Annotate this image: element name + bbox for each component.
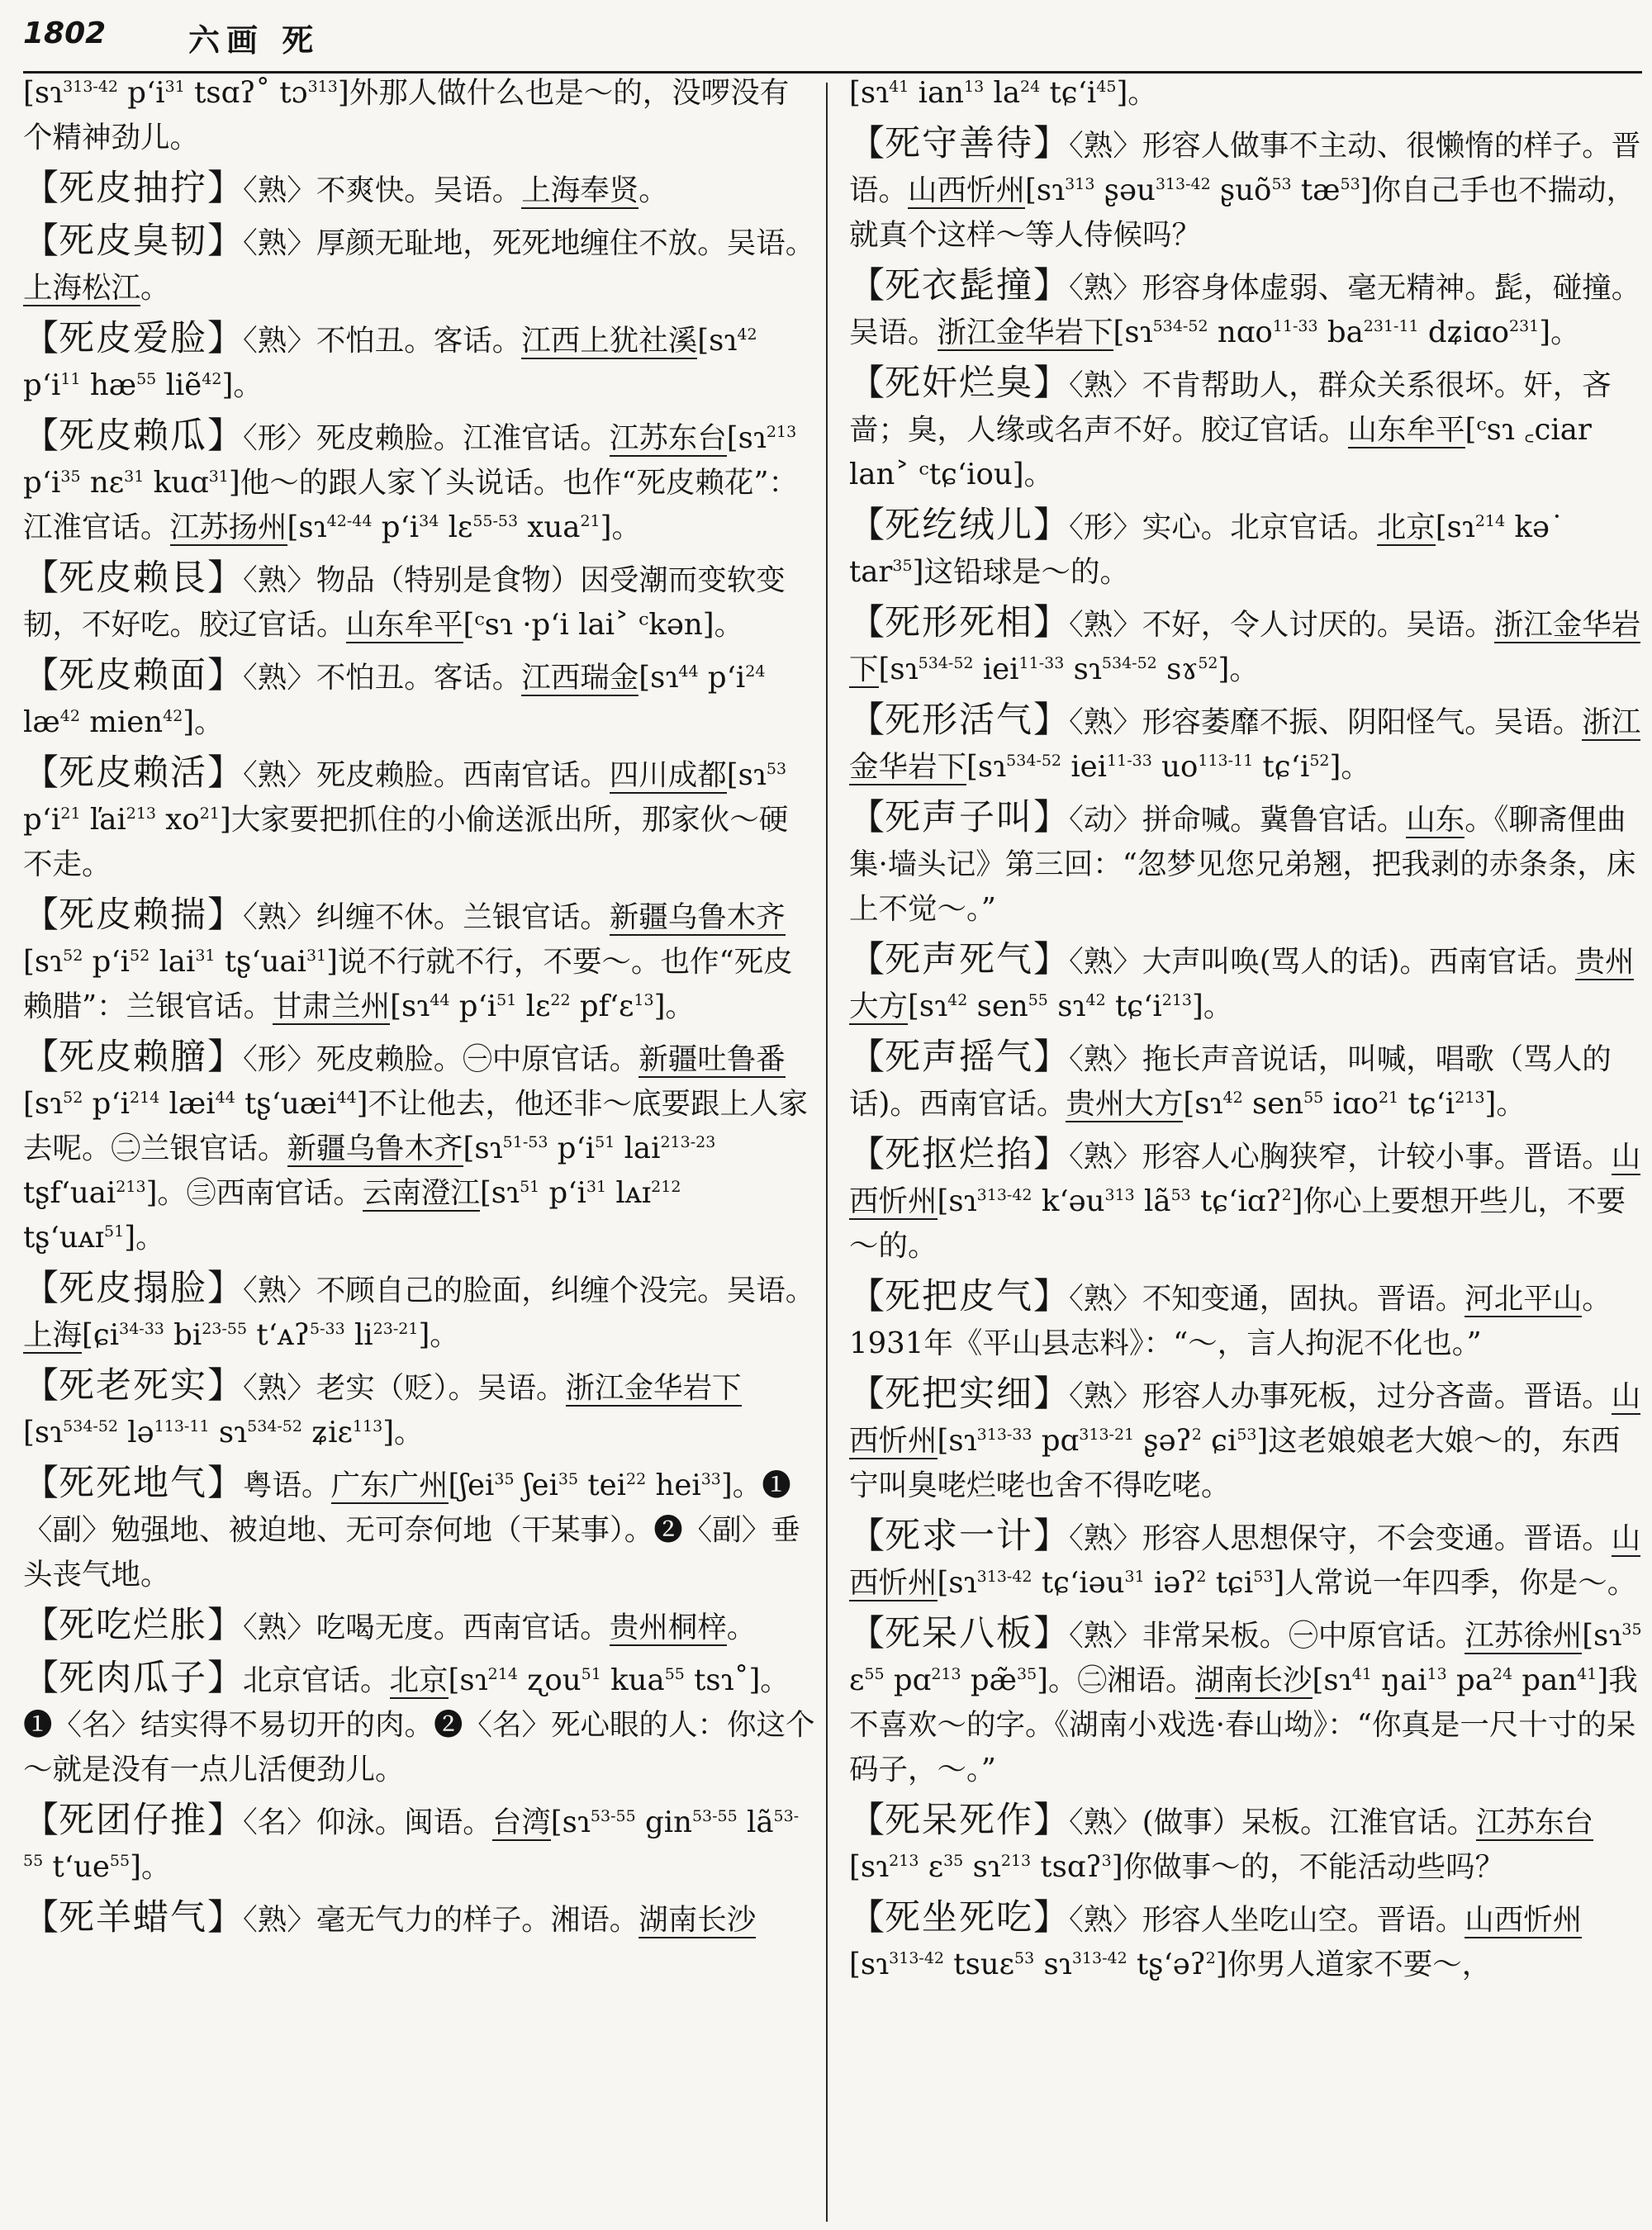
running-head [23,12,1642,74]
dictionary-entry: [sɿ$^{313-42}$ $p‘i^{31}$ tsɑʔ˚ tɔ$^{313}$]外那人做什么也是～的，没啰没有个精神劲儿。 [23,76,790,154]
page-number: 1802 [23,17,107,50]
dictionary-entry: 【死皮赖艮】〈熟〉物品（特别是食物）因受潮而变软变韧，不好吃。胶辽官话。山东牟平[ᶜsɿ ·p‘i lai˃ ᶜkən]。 [23,558,786,642]
right-column [849,71,1642,2218]
dictionary-entry: 【死吃烂胀】〈熟〉吃喝无度。西南官话。贵州桐梓。 [23,1605,757,1646]
dictionary-entry: 【死团仔推】〈名〉仰泳。闽语。台湾[sɿ$^{53-55}$ gin$^{53-55}$ $lã^{53-55}$ $t‘ue^{55}$]。 [23,1800,800,1884]
left-column [23,71,816,2218]
dictionary-entry: 【死坐死吃】〈熟〉形容人坐吃山空。晋语。山西忻州[sɿ$^{313-42}$ tsuɛ$^{53}$ sɿ$^{313-42}$ tʂ‘əʔ$^2$]你男人道家不要～， [849,1897,1583,1981]
dictionary-entry: 【死死地气】粤语。广东广州[ʃei$^{35}$ ʃei$^{35}$ tei$^{22}$ hei$^{33}$]。❶〈副〉勉强地、被迫地、无可奈何地（干某事）。❷〈副〉垂头丧气地。 [23,1463,800,1592]
dictionary-entry: 【死皮爱脸】〈熟〉不怕丑。客话。江西上犹社溪[sɿ$^{42}$ $p‘i^{11}$ $hæ^{55}$ liẽ$^{42}$]。 [23,318,757,402]
column-divider [826,83,828,2222]
dictionary-entry: 【死把皮气】〈熟〉不知变通，固执。晋语。河北平山。1931年《平山县志料》：“～，言人拘泥不化也。” [849,1276,1612,1360]
dictionary-entry: 【死肉瓜子】北京官话。北京[sɿ$^{214}$ ʐou$^{51}$ kua$^{55}$ tsɿ˚]。❶〈名〉结实得不易切开的肉。❷〈名〉死心眼的人：你这个～就是没有一点儿活便劲儿。 [23,1658,815,1786]
dictionary-entry: 【死声摇气】〈熟〉拖长声音说话，叫喊，唱歌（骂人的话)。西南官话。贵州大方[sɿ$^{42}$ sen$^{55}$ iɑo$^{21}$ $tɕ‘i^{213}$]。 [849,1037,1612,1121]
running-head-title: 六画 死 [188,22,320,59]
dictionary-entry: 【死守善待】〈熟〉形容人做事不主动、很懒惰的样子。晋语。山西忻州[sɿ$^{313}$ ʂəu$^{313-42}$ ʂuõ$^{53}$ $tæ^{53}$]你自己手也不揣动，就真个这样～等人侍候吗？ [849,123,1641,252]
dictionary-entry: 【死纥绒儿】〈形〉实心。北京官话。北京[sɿ$^{214}$ kə˙ tar$^{35}$]这铅球是～的。 [849,505,1564,589]
dictionary-entry: 【死皮赖膪】〈形〉死皮赖脸。㊀中原官话。新疆吐鲁番[sɿ$^{52}$ $p‘i^{214}$ læi$^{44}$ tʂ‘uæi$^{44}$]不让他去，他还非～底要跟上人家去呢。㊁兰银官话。新疆乌鲁木齐[sɿ$^{51-53}$ $p‘i^{51}$ lai$^{213-23}$ tʂf‘uai$^{213}$]。㊂西南官话。云南澄江[sɿ$^{51}$ $p‘i^{31}$ lᴀɪ$^{212}$ tʂ‘uᴀɪ$^{51}$]。 [23,1037,808,1255]
dictionary-entry: [sɿ$^{41}$ ian$^{13}$ $la^{24}$ $tɕ‘i^{45}$]。 [849,76,1157,110]
dictionary-entry: 【死皮抽拧】〈熟〉不爽快。吴语。上海奉贤。 [23,168,668,209]
dictionary-entry: 【死形活气】〈熟〉形容萎靡不振、阴阳怪气。吴语。浙江金华岩下[sɿ$^{534-52}$ iei$^{11-33}$ $uo^{113-11}$ $tɕ‘i^{52}$]。 [849,700,1641,784]
dictionary-entry: 【死羊蜡气】〈熟〉毫无气力的样子。湘语。湖南长沙 [23,1897,757,1938]
dictionary-entry: 【死声子叫】〈动〉拼命喊。冀鲁官话。山东。《聊斋俚曲集·墙头记》第三回：“忽梦见您兄弟翘，把我剥的赤条条，床上不觉～。” [849,797,1636,926]
dictionary-entry: 【死呆八板】〈熟〉非常呆板。㊀中原官话。江苏徐州[sɿ$^{35}$ ɛ$^{55}$ pɑ$^{213}$ pæ̃$^{35}$]。㊁湘语。湖南长沙[sɿ$^{41}$ ŋai$^{13}$ $pa^{24}$ pan$^{41}$]我不喜欢～的字。《湖南小戏选·春山坳》：“你真是一尺十寸的呆码子，～。” [849,1613,1642,1786]
dictionary-entry: 【死呆死作】〈熟〉(做事）呆板。江淮官话。江苏东台[sɿ$^{213}$ ɛ$^{35}$ sɿ$^{213}$ tsɑʔ$^3$]你做事～的，不能活动些吗？ [849,1800,1594,1884]
dictionary-entry: 【死求一计】〈熟〉形容人思想保守，不会变通。晋语。山西忻州[sɿ$^{313-42}$ tɕ‘iəu$^{31}$ iəʔ$^2$ tɕi$^{53}$]人常说一年四季，你是～。 [849,1516,1641,1600]
dictionary-entry: 【死抠烂掐】〈熟〉形容人心胸狭窄，计较小事。晋语。山西忻州[sɿ$^{313-42}$ k‘əu$^{313}$ $lã^{53}$ tɕ‘iɑʔ$^2$]你心上要想开些儿，不要～的。 [849,1134,1641,1263]
dictionary-entry: 【死皮赖面】〈熟〉不怕丑。客话。江西瑞金[sɿ$^{44}$ $p‘i^{24}$ $læ^{42}$ mien$^{42}$]。 [23,655,766,739]
dictionary-entry: 【死皮赖揣】〈熟〉纠缠不休。兰银官话。新疆乌鲁木齐[sɿ$^{52}$ $p‘i^{52}$ lai$^{31}$ tʂ‘uai$^{31}$]说不行就不行，不要～。也作“死皮赖腊”：兰银官话。甘肃兰州[sɿ$^{44}$ $p‘i^{51}$ lɛ$^{22}$ pf‘ɛ$^{13}$]。 [23,894,793,1023]
dictionary-entry: 【死形死相】〈熟〉不好，令人讨厌的。吴语。浙江金华岩下[sɿ$^{534-52}$ iei$^{11-33}$ sɿ$^{534-52}$ sɤ$^{52}$]。 [849,602,1641,686]
dictionary-entry: 【死皮搨脸】〈熟〉不顾自己的脸面，纠缠个没完。吴语。上海[ɕi$^{34-33}$ $bi^{23-55}$ t‘ᴀʔ$^{5-33}$ $li^{23-21}$]。 [23,1268,815,1352]
dictionary-entry: 【死衣髭撞】〈熟〉形容身体虚弱、毫无精神。髭，碰撞。吴语。浙江金华岩下[sɿ$^{534-52}$ nɑo$^{11-33}$ $ba^{231-11}$ dʑiɑo$^{231}$]。 [849,265,1641,349]
dictionary-entry: 【死皮臭韧】〈熟〉厚颜无耻地，死死地缠住不放。吴语。上海松江。 [23,221,815,305]
dictionary-entry: 【死皮赖活】〈熟〉死皮赖脸。西南官话。四川成都[sɿ$^{53}$ $p‘i^{21}$ ľai$^{213}$ $xo^{21}$]大家要把抓住的小偷送派出所，那家伙～硬不走。 [23,752,789,881]
dictionary-entry: 【死皮赖瓜】〈形〉死皮赖脸。江淮官话。江苏东台[sɿ$^{213}$ $p‘i^{35}$ nɛ$^{31}$ kuɑ$^{31}$]他～的跟人家丫头说话。也作“死皮赖花”：江淮官话。江苏扬州[sɿ$^{42-44}$ $p‘i^{34}$ lɛ$^{55-53}$ xua$^{21}$]。 [23,415,799,544]
dictionary-entry: 【死把实细】〈熟〉形容人办事死板，过分吝啬。晋语。山西忻州[sɿ$^{313-33}$ pɑ$^{313-21}$ ʂəʔ$^2$ ɕi$^{53}$]这老娘娘老大娘～的，东西宁叫臭咾烂咾也舍不得吃咾。 [849,1374,1641,1502]
dictionary-entry: 【死奸烂臭】〈熟〉不肯帮助人，群众关系很坏。奸，吝啬；臭，人缘或名声不好。胶辽官话。山东牟平[ᶜsɿ ꜀ciar lan˃ ᶜtɕ‘iou]。 [849,363,1612,491]
dictionary-entry: 【死声死气】〈熟〉大声叫唤(骂人的话)。西南官话。贵州大方[sɿ$^{42}$ sen$^{55}$ sɿ$^{42}$ $tɕ‘i^{213}$]。 [849,939,1635,1023]
dictionary-entry: 【死老死实】〈熟〉老实（贬）。吴语。浙江金华岩下[sɿ$^{534-52}$ lə$^{113-11}$ sɿ$^{534-52}$ ʑiɛ$^{113}$]。 [23,1365,742,1450]
